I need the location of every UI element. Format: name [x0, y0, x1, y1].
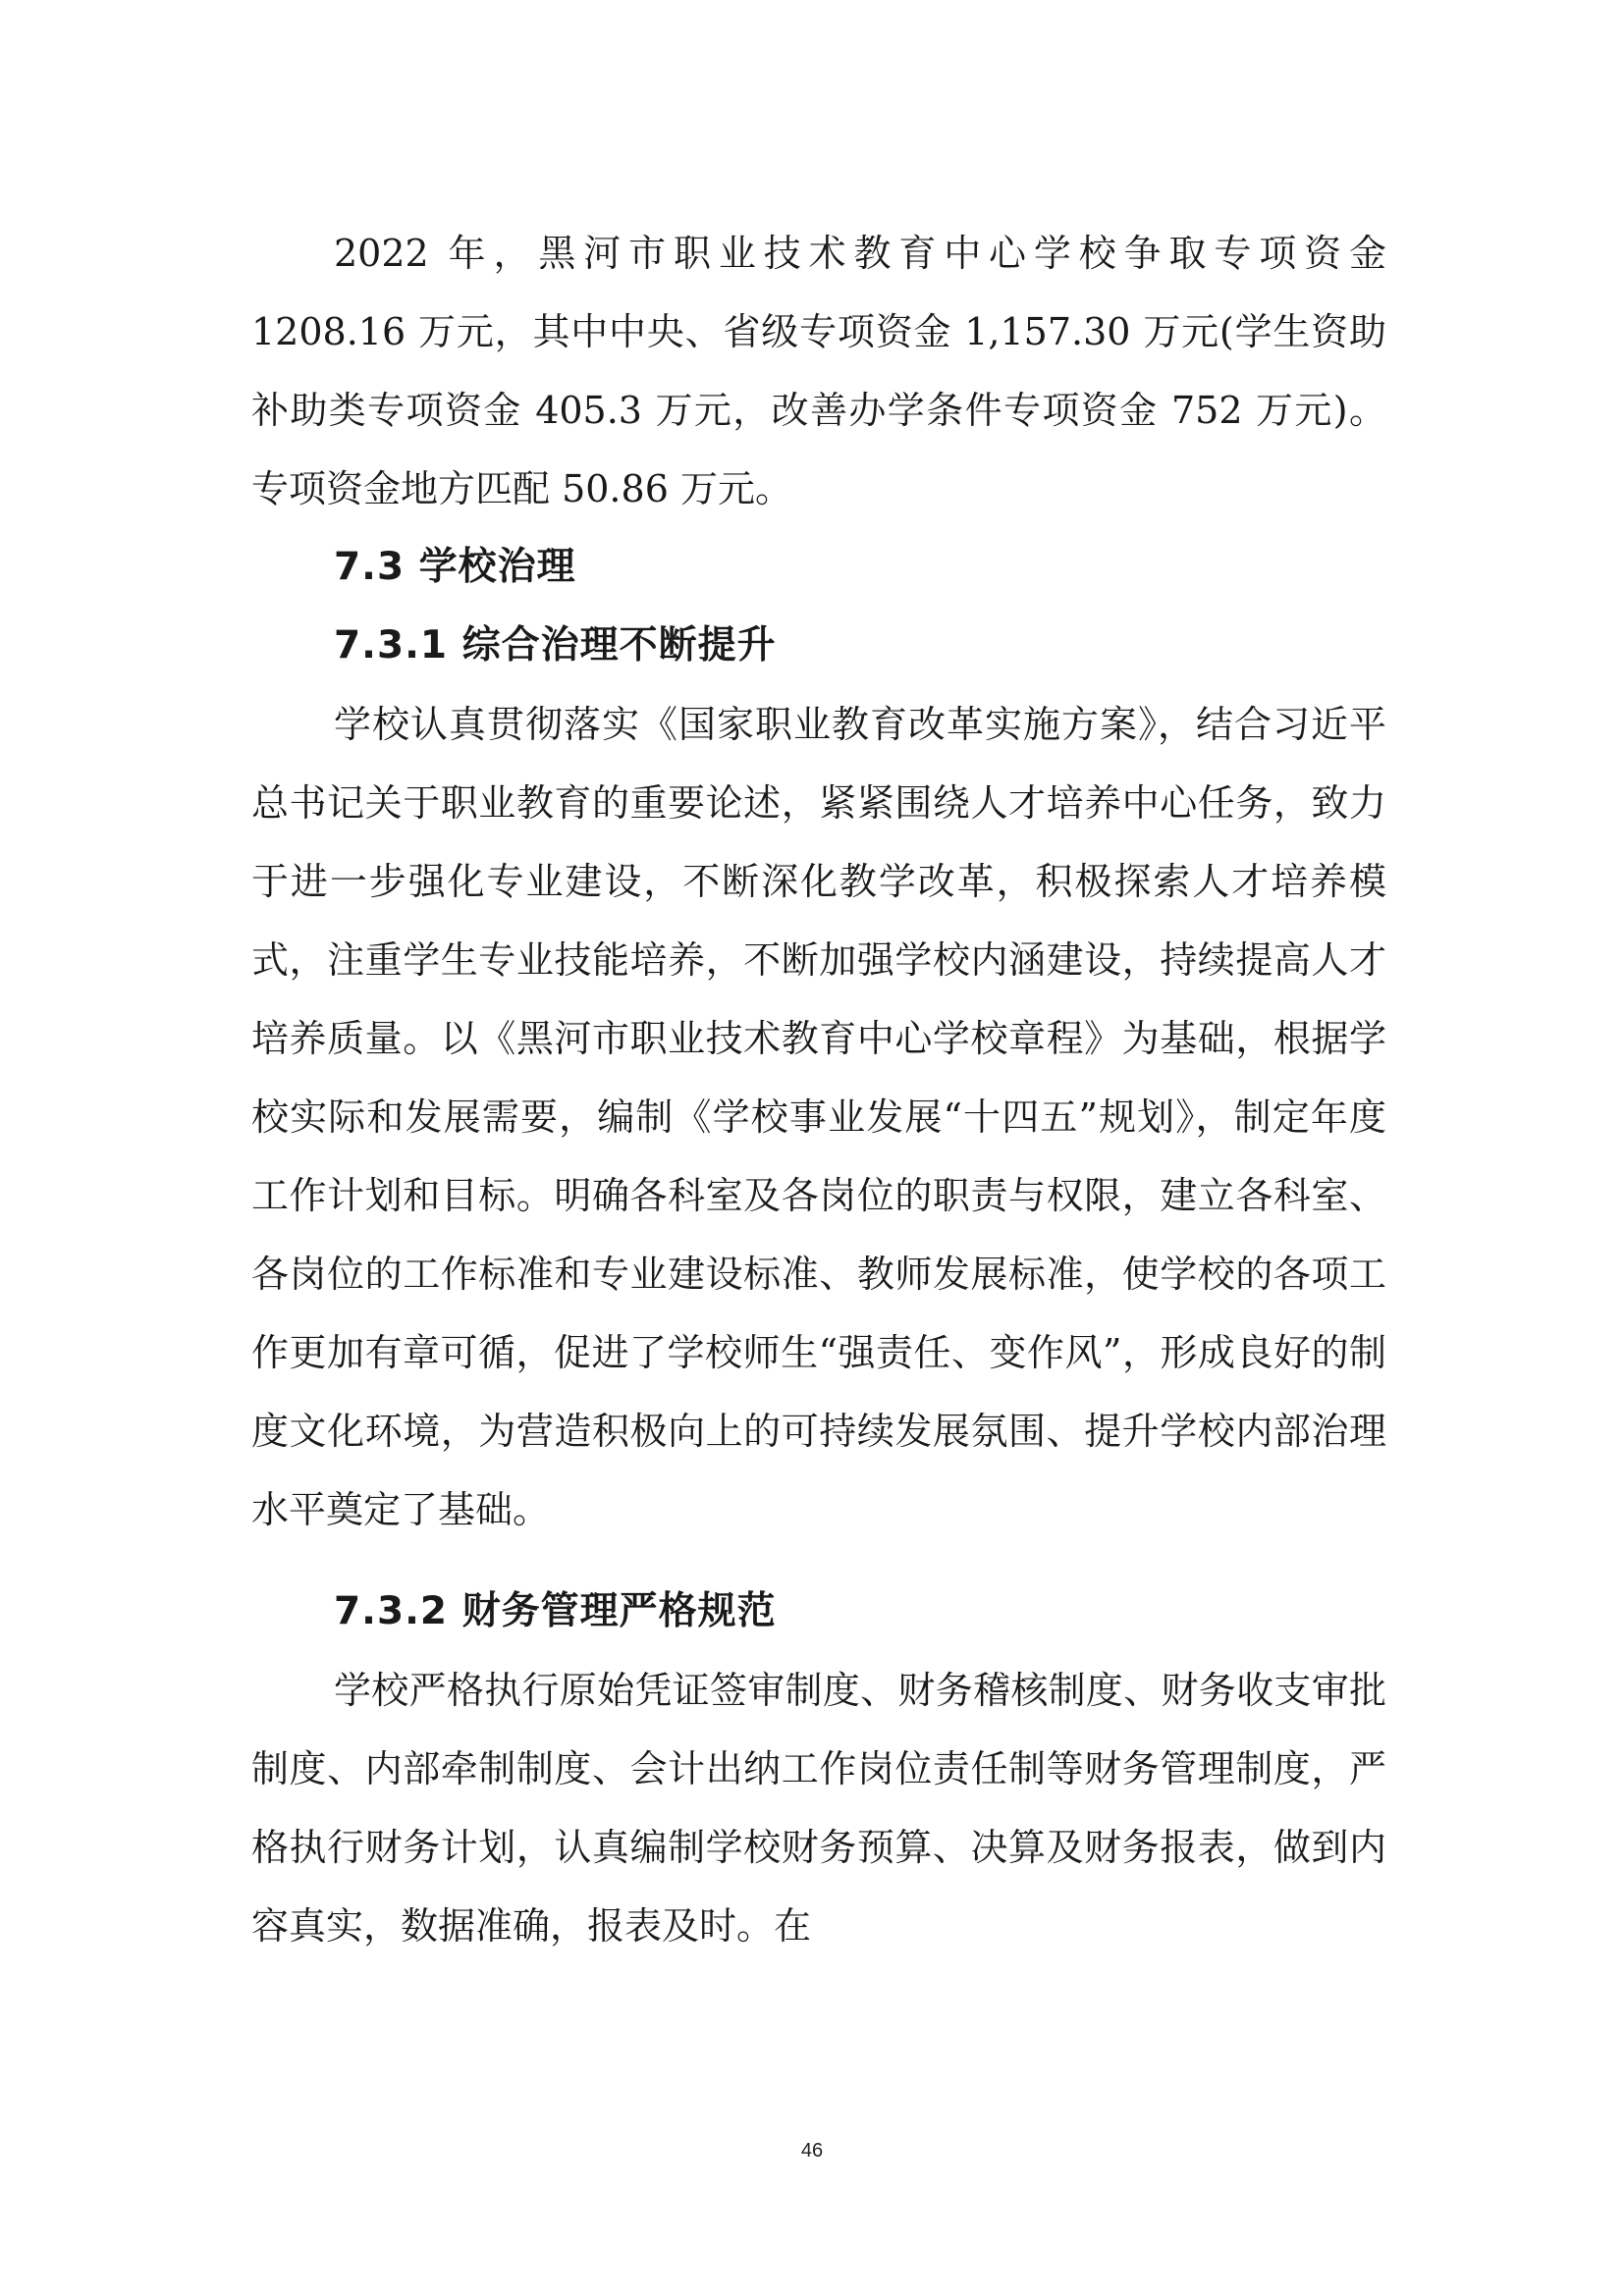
- paragraph-funding: 2022 年，黑河市职业技术教育中心学校争取专项资金 1208.16 万元，其中中央、省级专项资金 1,157.30 万元(学生资助补助类专项资金 405.3 万元，改善办学条件专项资金 752 万元)。专项资金地方匹配 50.86 万元。: [251, 232, 1386, 510]
- paragraph-governance: 学校认真贯彻落实《国家职业教育改革实施方案》，结合习近平总书记关于职业教育的重要论述，紧紧围绕人才培养中心任务，致力于进一步强化专业建设，不断深化教学改革，积极探索人才培养模式，注重学生专业技能培养，不断加强学校内涵建设，持续提高人才培养质量。以《黑河市职业技术教育中心学校章程》为基础，根据学校实际和发展需要，编制《学校事业发展“十四五”规划》，制定年度工作计划和目标。明确各科室及各岗位的职责与权限，建立各科室、各岗位的工作标准和专业建设标准、教师发展标准，使学校的各项工作更加有章可循，促进了学校师生“强责任、变作风”，形成良好的制度文化环境，为营造积极向上的可持续发展氛围、提升学校内部治理水平奠定了基础。: [251, 703, 1386, 1531]
- page-number: 46: [800, 2140, 824, 2162]
- section-heading-7-3-2: 7.3.2 财务管理严格规范: [334, 1589, 777, 1633]
- paragraph-finance: 学校严格执行原始凭证签审制度、财务稽核制度、财务收支审批制度、内部牵制制度、会计出纳工作岗位责任制等财务管理制度，严格执行财务计划，认真编制学校财务预算、决算及财务报表，做到内容真实，数据准确，报表及时。在: [251, 1669, 1386, 1948]
- page-content: [251, 214, 1386, 1965]
- section-heading-7-3: 7.3 学校治理: [334, 545, 576, 589]
- section-heading-7-3-1: 7.3.1 综合治理不断提升: [334, 623, 777, 667]
